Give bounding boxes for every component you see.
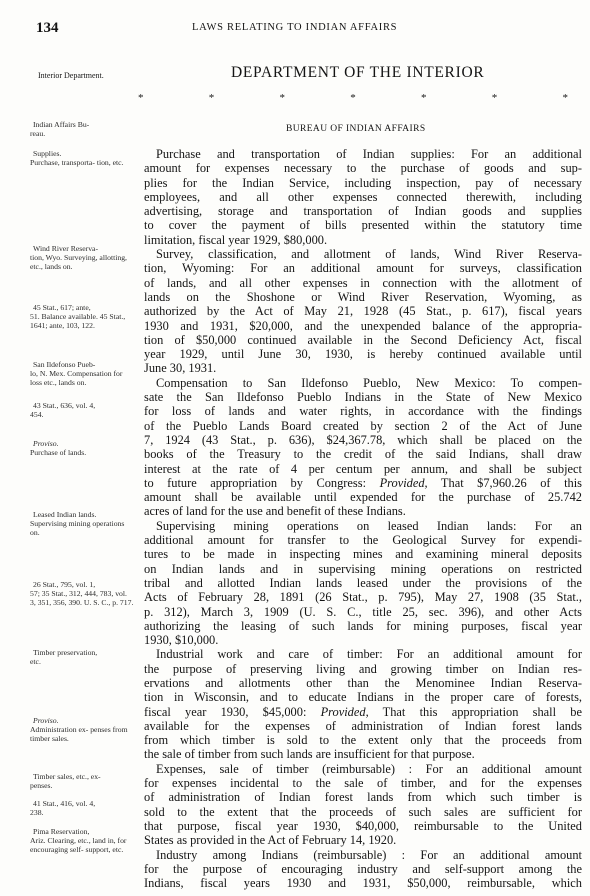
text-line: Industry among Indians (reimbursable) : For an additional amount <box>156 847 582 862</box>
margin-note: Proviso. Purchase of lands. <box>30 439 87 457</box>
text-line: to future appropriation by Congress: Provided, That $7,960.26 of this <box>144 475 582 490</box>
text-line: Supervising mining operations on leased Indian lands: For an <box>156 518 582 533</box>
text-line: on Indian lands and in supervising mining operations on restricted <box>144 561 582 576</box>
text-line: additional amount for transfer to the Geological Survey for expendi- <box>144 533 582 548</box>
margin-note: 43 Stat., 636, vol. 4, 454. <box>30 401 96 419</box>
text-line: tion of $50,000 continued available in the Second Deficiency Act, fiscal <box>144 332 582 347</box>
margin-note: Wind River Reserva- tion, Wyo. Surveying, allotting, etc., lands on. <box>30 244 127 271</box>
text-line: that purpose, fiscal year 1930, $40,000, reimbursable to the United <box>144 818 582 833</box>
margin-note: Timber sales, etc., ex- penses. <box>30 772 101 790</box>
star: * <box>562 92 568 104</box>
text-line: the sale of timber from such lands are insufficient for that purpose. <box>144 747 475 762</box>
text-line: employees, and all other expenses connected therewith, including <box>144 189 582 204</box>
text-line: available for the expenses of administration of Indian forest lands <box>144 718 582 733</box>
text-line: plies for the Indian Service, including inspection, pay of necessary <box>144 175 582 190</box>
text-line: ervations and allotments other than the Menominee Indian Reserva- <box>144 675 582 690</box>
margin-note: San Ildefonso Pueb- lo, N. Mex. Compensation for loss etc., lands on. <box>30 360 123 387</box>
text-line: tures to be made in inspecting mines and examining mineral deposits <box>144 547 582 562</box>
bureau-heading: BUREAU OF INDIAN AFFAIRS <box>286 124 426 134</box>
margin-note: 45 Stat., 617; ante, 51. Balance available. 45 Stat., 1641; ante, 103, 122. <box>30 303 126 330</box>
text-line: amount shall be available until expended for the purchase of 25.742 <box>144 490 582 505</box>
star: * <box>138 92 144 104</box>
text-line: interest at the rate of 4 per centum per annum, and shall be subject <box>144 461 582 476</box>
text-line: Purchase and transportation of Indian supplies: For an additional <box>156 147 582 161</box>
department-title: DEPARTMENT OF THE INTERIOR <box>231 64 485 81</box>
text-line: Expenses, sale of timber (reimbursable) : For an additional amount <box>156 761 582 776</box>
text-line: tion in Wisconsin, and to educate Indians in the proper care of forests, <box>144 690 582 705</box>
text-line: to cover the payment of bills presented within the statutory time <box>144 218 582 233</box>
text-line: the purpose of preserving living and growing timber on Indian res- <box>144 661 582 676</box>
text-line: for loss of lands and water rights, in accordance with the findings <box>144 404 582 419</box>
text-line: amount for expenses necessary to the purchase of goods and sup- <box>144 161 582 176</box>
text-line: fiscal year 1930, $45,000: Provided, That this appropriation shall be <box>144 704 582 719</box>
text-line: acres of land for the use and benefit of these Indians. <box>144 504 406 519</box>
star: * <box>491 92 498 104</box>
running-title: LAWS RELATING TO INDIAN AFFAIRS <box>192 22 398 33</box>
text-line: sate the San Ildefonso Pueblo Indians in the State of New Mexico <box>144 390 582 405</box>
text-line: for expenses incidental to the sale of timber, and for the expenses <box>144 776 582 791</box>
margin-heading: Interior Department. <box>38 71 104 80</box>
text-line: Compensation to San Ildefonso Pueblo, New Mexico: To compen- <box>156 375 582 390</box>
margin-note: Timber preservation, etc. <box>30 648 98 666</box>
star: * <box>208 92 215 104</box>
margin-note: Supplies. Purchase, transporta- tion, etc. <box>30 149 124 167</box>
text-line: Acts of February 28, 1891 (26 Stat., p. 795), May 27, 1908 (35 Stat., <box>144 590 582 605</box>
text-line: from which timber is sold to the extent only that the proceeds from <box>144 733 582 748</box>
text-line: June 30, 1931. <box>144 361 217 376</box>
running-header <box>0 20 590 38</box>
text-line: tribal and allotted Indian lands leased under the provisions of the <box>144 575 582 590</box>
text-line: 1930, $10,000. <box>144 633 219 648</box>
margin-note: Proviso. Administration ex- penses from timber sales. <box>30 716 128 743</box>
margin-note: Indian Affairs Bu- reau. <box>30 120 90 138</box>
page-number: 134 <box>36 20 59 36</box>
text-line: Industrial work and care of timber: For an additional amount for <box>156 647 582 662</box>
text-line: authorizing the leasing of such lands for mining purposes, fiscal year <box>144 618 582 633</box>
margin-note: 26 Stat., 795, vol. 1, 57; 35 Stat., 312, 444, 783, vol. 3, 351, 356, 390. U. S. C., p. 717. <box>30 580 134 607</box>
text-line: limitation, fiscal year 1929, $80,000. <box>144 232 328 247</box>
star: * <box>279 92 285 104</box>
text-line: of lands, and all other expenses in connection with the allotment of <box>144 275 582 290</box>
text-line: of administration of Indian forest lands from which such timber is <box>144 790 582 805</box>
margin-note: Leased Indian lands. Supervising mining operations on. <box>30 510 125 537</box>
margin-note: 41 Stat., 416, vol. 4, 238. <box>30 799 96 817</box>
body-text <box>144 147 582 890</box>
star: * <box>421 92 427 104</box>
text-line: Indians, fiscal years 1930 and 1931, $50,000, reimbursable, which <box>144 876 582 891</box>
text-line: advertising, storage and transportation of Indian goods and supplies <box>144 204 582 219</box>
margin-note: Pima Reservation, Ariz. Clearing, etc., land in, for encouraging self- support, etc. <box>30 827 127 854</box>
text-line: tion, Wyoming: For an additional amount for surveys, classification <box>144 261 582 276</box>
text-line: for the purpose of encouraging industry and self-support among the <box>144 861 582 876</box>
text-line: 1930 and 1931, $20,000, and the unexpended balance of the appropria- <box>144 318 582 333</box>
text-line: sold to the extent that the proceeds of such sales are sufficient for <box>144 804 582 819</box>
text-line: year 1929, until June 30, 1930, is hereby continued available until <box>144 347 582 362</box>
text-line: States as provided in the Act of February 14, 1920. <box>144 833 397 848</box>
text-line: 7, 1924 (43 Stat., p. 636), $24,367.78, which shall be placed on the <box>144 432 582 447</box>
text-line: books of the Treasury to the credit of the said Indians, shall draw <box>144 447 582 462</box>
star: * <box>350 92 356 104</box>
ornament-stars <box>138 92 568 104</box>
text-line: authorized by the Act of May 21, 1928 (45 Stat., p. 617), fiscal years <box>144 304 582 319</box>
text-line: of the Pueblo Lands Board created by section 2 of the Act of June <box>144 418 582 433</box>
text-line: lands on the Shoshone or Wind River Reservation, Wyoming, as <box>144 289 582 304</box>
text-line: Survey, classification, and allotment of lands, Wind River Reserva- <box>156 247 582 262</box>
text-line: p. 312), March 3, 1909 (U. S. C., title 25, sec. 396), and other Acts <box>144 604 582 619</box>
